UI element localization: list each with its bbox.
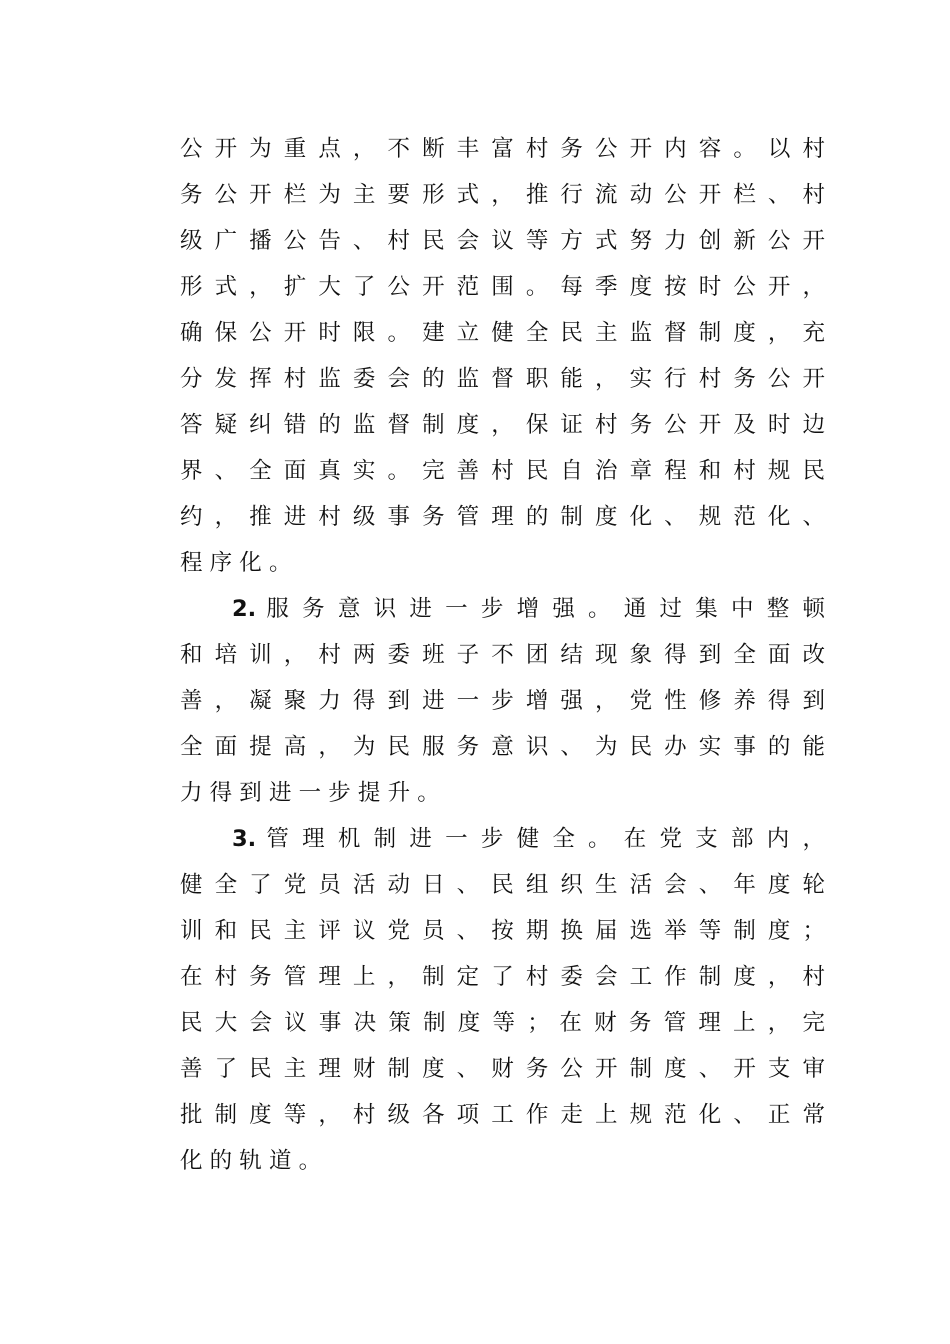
- text-line: [180, 540, 825, 586]
- text-line: [180, 1138, 825, 1184]
- line-text: 服 务 意 识 进 一 步 增 强 。 通 过 集 中 整 顿: [256, 596, 825, 622]
- text-line: [180, 1092, 825, 1138]
- text-line: [180, 632, 825, 678]
- text-line: [180, 862, 825, 908]
- text-line: [180, 172, 825, 218]
- paragraph-number: 3.: [232, 826, 257, 852]
- line-text: 善 了 民 主 理 财 制 度 、 财 务 公 开 制 度 、 开 支 审: [180, 1056, 825, 1082]
- line-text: 批 制 度 等 ， 村 级 各 项 工 作 走 上 规 范 化 、 正 常: [180, 1102, 825, 1128]
- text-line: [180, 218, 825, 264]
- line-text: 管 理 机 制 进 一 步 健 全 。 在 党 支 部 内 ，: [256, 826, 825, 852]
- text-line: [180, 908, 825, 954]
- numbered-paragraph-line: [180, 586, 825, 632]
- line-text: 善 ， 凝 聚 力 得 到 进 一 步 增 强 ， 党 性 修 养 得 到: [180, 688, 825, 714]
- body-text: [180, 126, 825, 1184]
- text-line: [180, 310, 825, 356]
- line-text: 程 序 化 。: [180, 550, 292, 576]
- text-line: [180, 724, 825, 770]
- line-text: 界 、 全 面 真 实 。 完 善 村 民 自 治 章 程 和 村 规 民: [180, 458, 825, 484]
- text-line: [180, 770, 825, 816]
- line-text: 力 得 到 进 一 步 提 升 。: [180, 780, 440, 806]
- text-line: [180, 494, 825, 540]
- line-text: 务 公 开 栏 为 主 要 形 式 ， 推 行 流 动 公 开 栏 、 村: [180, 182, 825, 208]
- text-line: [180, 448, 825, 494]
- text-line: [180, 1046, 825, 1092]
- line-text: 全 面 提 高 ， 为 民 服 务 意 识 、 为 民 办 实 事 的 能: [180, 734, 825, 760]
- text-line: [180, 126, 825, 172]
- line-text: 约 ， 推 进 村 级 事 务 管 理 的 制 度 化 、 规 范 化 、: [180, 504, 825, 530]
- line-text: 形 式 ， 扩 大 了 公 开 范 围 。 每 季 度 按 时 公 开 ，: [180, 274, 825, 300]
- line-text: 民 大 会 议 事 决 策 制 度 等 ； 在 财 务 管 理 上 ， 完: [180, 1010, 825, 1036]
- line-text: 和 培 训 ， 村 两 委 班 子 不 团 结 现 象 得 到 全 面 改: [180, 642, 825, 668]
- text-line: [180, 1000, 825, 1046]
- text-line: [180, 954, 825, 1000]
- line-text: 答 疑 纠 错 的 监 督 制 度 ， 保 证 村 务 公 开 及 时 边: [180, 412, 825, 438]
- line-text: 健 全 了 党 员 活 动 日 、 民 组 织 生 活 会 、 年 度 轮: [180, 872, 825, 898]
- line-text: 在 村 务 管 理 上 ， 制 定 了 村 委 会 工 作 制 度 ， 村: [180, 964, 825, 990]
- line-text: 确 保 公 开 时 限 。 建 立 健 全 民 主 监 督 制 度 ， 充: [180, 320, 825, 346]
- paragraph-number: 2.: [232, 596, 257, 622]
- numbered-paragraph-line: [180, 816, 825, 862]
- text-line: [180, 264, 825, 310]
- line-text: 公 开 为 重 点 ， 不 断 丰 富 村 务 公 开 内 容 。 以 村: [180, 136, 825, 162]
- line-text: 分 发 挥 村 监 委 会 的 监 督 职 能 ， 实 行 村 务 公 开: [180, 366, 825, 392]
- text-line: [180, 356, 825, 402]
- line-text: 训 和 民 主 评 议 党 员 、 按 期 换 届 选 举 等 制 度 ；: [180, 918, 825, 944]
- text-line: [180, 402, 825, 448]
- text-line: [180, 678, 825, 724]
- line-text: 化 的 轨 道 。: [180, 1148, 322, 1174]
- line-text: 级 广 播 公 告 、 村 民 会 议 等 方 式 努 力 创 新 公 开: [180, 228, 825, 254]
